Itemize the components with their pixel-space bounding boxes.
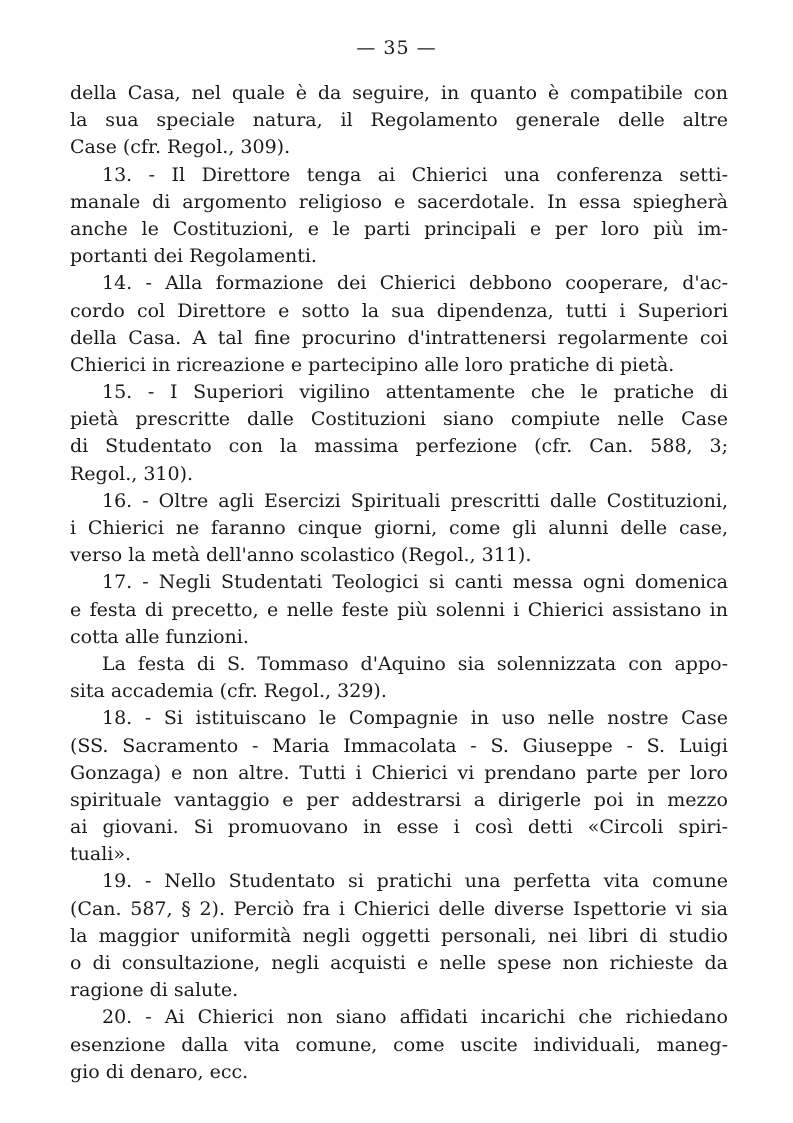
text-line: Case (cfr. Regol., 309). [70,136,291,159]
text-line: verso la metà dell'anno scolastico (Regol., 311). [70,544,532,567]
text-line: Chierici in ricreazione e partecipino alle loro pratiche di pietà. [70,353,675,376]
text-line: della Casa. A tal fine procurino d'intrattenersi regolarmente coi [70,326,728,349]
text-line: gio di denaro, ecc. [70,1060,249,1083]
text-line: la sua speciale natura, il Regolamento generale delle altre [70,109,728,132]
text-line: manale di argomento religioso e sacerdotale. In essa spiegherà [70,190,728,213]
text-line: e festa di precetto, e nelle feste più solenni i Chierici assistano in [70,598,728,621]
text-line: 13. - Il Direttore tenga ai Chierici una conferenza setti- [102,163,728,186]
text-line: tuali». [70,843,132,866]
body-text [70,80,728,1086]
text-line: cordo col Direttore e sotto la sua dipendenza, tutti i Superiori [70,299,728,322]
text-line: sita accademia (cfr. Regol., 329). [70,680,387,703]
text-line: esenzione dalla vita comune, come uscite individuali, maneg- [70,1033,728,1056]
text-line: anche le Costituzioni, e le parti principali e per loro più im- [70,217,728,240]
text-line: la maggior uniformità negli oggetti personali, nei libri di studio [70,924,728,947]
text-line: 14. - Alla formazione dei Chierici debbono cooperare, d'ac- [102,272,728,295]
text-line: spirituale vantaggio e per addestrarsi a dirigerle poi in mezzo [70,788,728,811]
text-line: (SS. Sacramento - Maria Immacolata - S. Giuseppe - S. Luigi [70,734,728,757]
text-line: o di consultazione, negli acquisti e nelle spese non richieste da [70,952,728,974]
text-line: 20. - Ai Chierici non siano affidati incarichi che richiedano [102,1006,728,1029]
text-line: La festa di S. Tommaso d'Aquino sia solennizzata con appo- [102,652,728,675]
text-line: 18. - Si istituiscano le Compagnie in uso nelle nostre Case [102,707,728,730]
text-line: ragione di salute. [70,979,239,1002]
text-line: 16. - Oltre agli Esercizi Spirituali prescritti dalle Costituzioni, [102,489,728,512]
text-line: 17. - Negli Studentati Teologici si canti messa ogni domenica [102,571,728,594]
text-line: di Studentato con la massima perfezione (cfr. Can. 588, 3; [70,435,728,458]
page-number: — 35 — [356,37,437,59]
text-line: 15. - I Superiori vigilino attentamente che le pratiche di [102,381,728,404]
text-line: Regol., 310). [70,462,194,485]
text-line: portanti dei Regolamenti. [70,245,317,268]
text-line: pietà prescritte dalle Costituzioni siano compiute nelle Case [70,408,728,431]
text-line: cotta alle funzioni. [70,625,249,648]
text-line: Gonzaga) e non altre. Tutti i Chierici vi prendano parte per loro [70,761,728,784]
text-line: 19. - Nello Studentato si pratichi una perfetta vita comune [102,870,728,893]
text-line: (Can. 587, § 2). Perciò fra i Chierici delle diverse Ispettorie vi sia [70,897,728,920]
text-line: i Chierici ne faranno cinque giorni, come gli alunni delle case, [70,517,728,539]
text-line: ai giovani. Si promuovano in esse i così detti «Circoli spiri- [70,816,728,839]
text-line: della Casa, nel quale è da seguire, in quanto è compatibile con [70,82,728,104]
